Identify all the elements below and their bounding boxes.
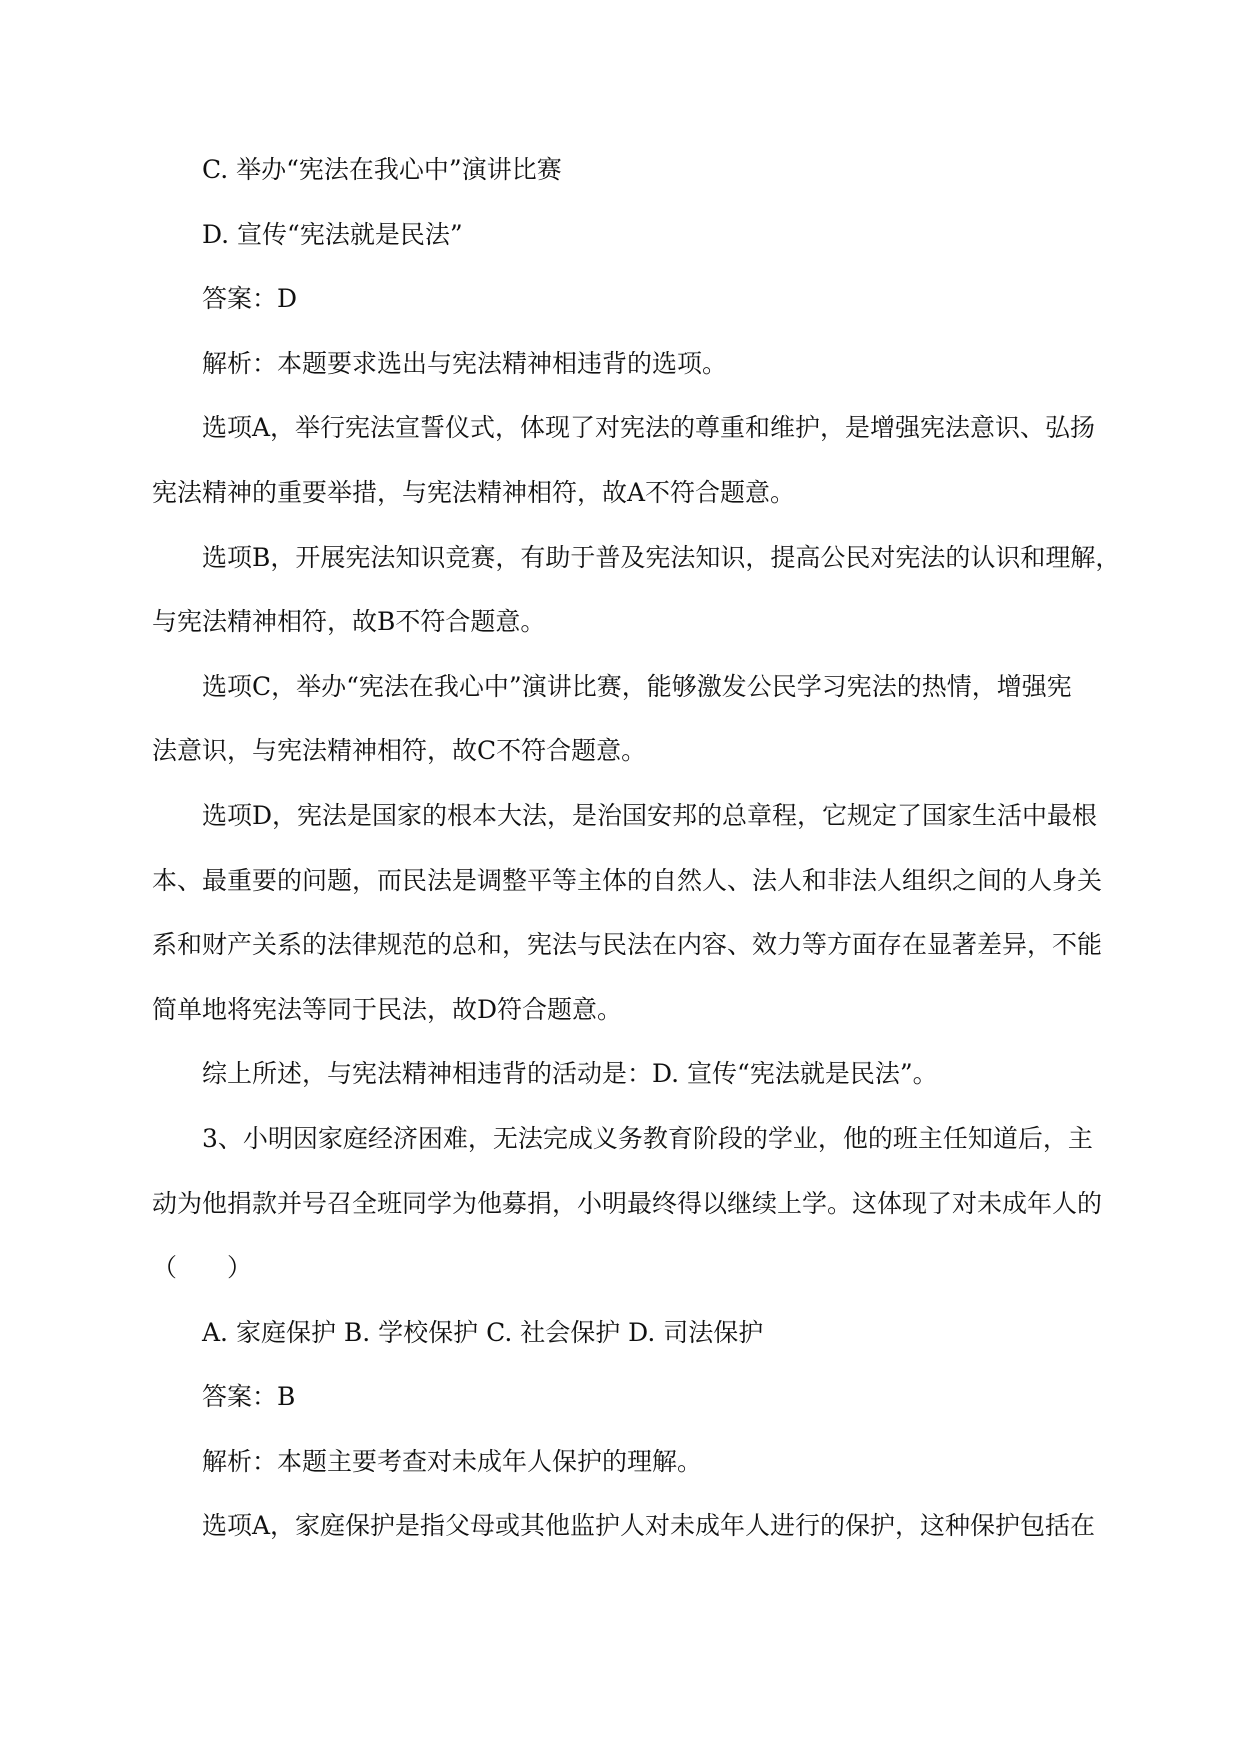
question-3-analysis-intro: 解析：本题主要考查对未成年人保护的理解。	[202, 1446, 703, 1476]
analysis-a-line-1: 选项A，举行宪法宣誓仪式，体现了对宪法的尊重和维护，是增强宪法意识、弘扬	[202, 413, 1096, 443]
summary-line: 综上所述，与宪法精神相违背的活动是：D. 宣传“宪法就是民法”。	[202, 1059, 938, 1089]
analysis-d-line-1: 选项D，宪法是国家的根本大法，是治国安邦的总章程，它规定了国家生活中最根	[202, 800, 1098, 830]
analysis-c-line-2: 法意识，与宪法精神相符，故C不符合题意。	[152, 736, 647, 766]
answer-line: 答案：D	[202, 284, 298, 314]
analysis-b-line-2: 与宪法精神相符，故B不符合题意。	[152, 607, 546, 637]
question-3-options: A. 家庭保护 B. 学校保护 C. 社会保护 D. 司法保护	[202, 1317, 764, 1347]
analysis-c-line-1: 选项C，举办“宪法在我心中”演讲比赛，能够激发公民学习宪法的热情，增强宪	[202, 671, 1072, 701]
analysis-d-line-3: 系和财产关系的法律规范的总和，宪法与民法在内容、效力等方面存在显著差异，不能	[152, 930, 1103, 960]
analysis-a-line-2: 宪法精神的重要举措，与宪法精神相符，故A不符合题意。	[152, 477, 796, 507]
question-3-answer: 答案：B	[202, 1382, 296, 1412]
analysis-intro-line: 解析：本题要求选出与宪法精神相违背的选项。	[202, 348, 728, 378]
option-c-line: C. 举办“宪法在我心中”演讲比赛	[202, 155, 562, 184]
question-3-line-1: 3、小明因家庭经济困难，无法完成义务教育阶段的学业，他的班主任知道后，主	[202, 1123, 1093, 1153]
question-3-blank: （ ）	[152, 1253, 253, 1283]
analysis-d-line-4: 简单地将宪法等同于民法，故D符合题意。	[152, 994, 623, 1024]
analysis-d-line-2: 本、最重要的问题，而民法是调整平等主体的自然人、法人和非法人组织之间的人身关	[152, 865, 1103, 895]
question-3-analysis-a: 选项A，家庭保护是指父母或其他监护人对未成年人进行的保护，这种保护包括在	[202, 1511, 1096, 1541]
question-3-line-2: 动为他捐款并号召全班同学为他募捐，小明最终得以继续上学。这体现了对未成年人的	[152, 1188, 1103, 1218]
analysis-b-line-1: 选项B，开展宪法知识竞赛，有助于普及宪法知识，提高公民对宪法的认识和理解，	[202, 542, 1121, 572]
option-d-line: D. 宣传“宪法就是民法”	[202, 219, 463, 249]
document-body	[152, 138, 1121, 1559]
